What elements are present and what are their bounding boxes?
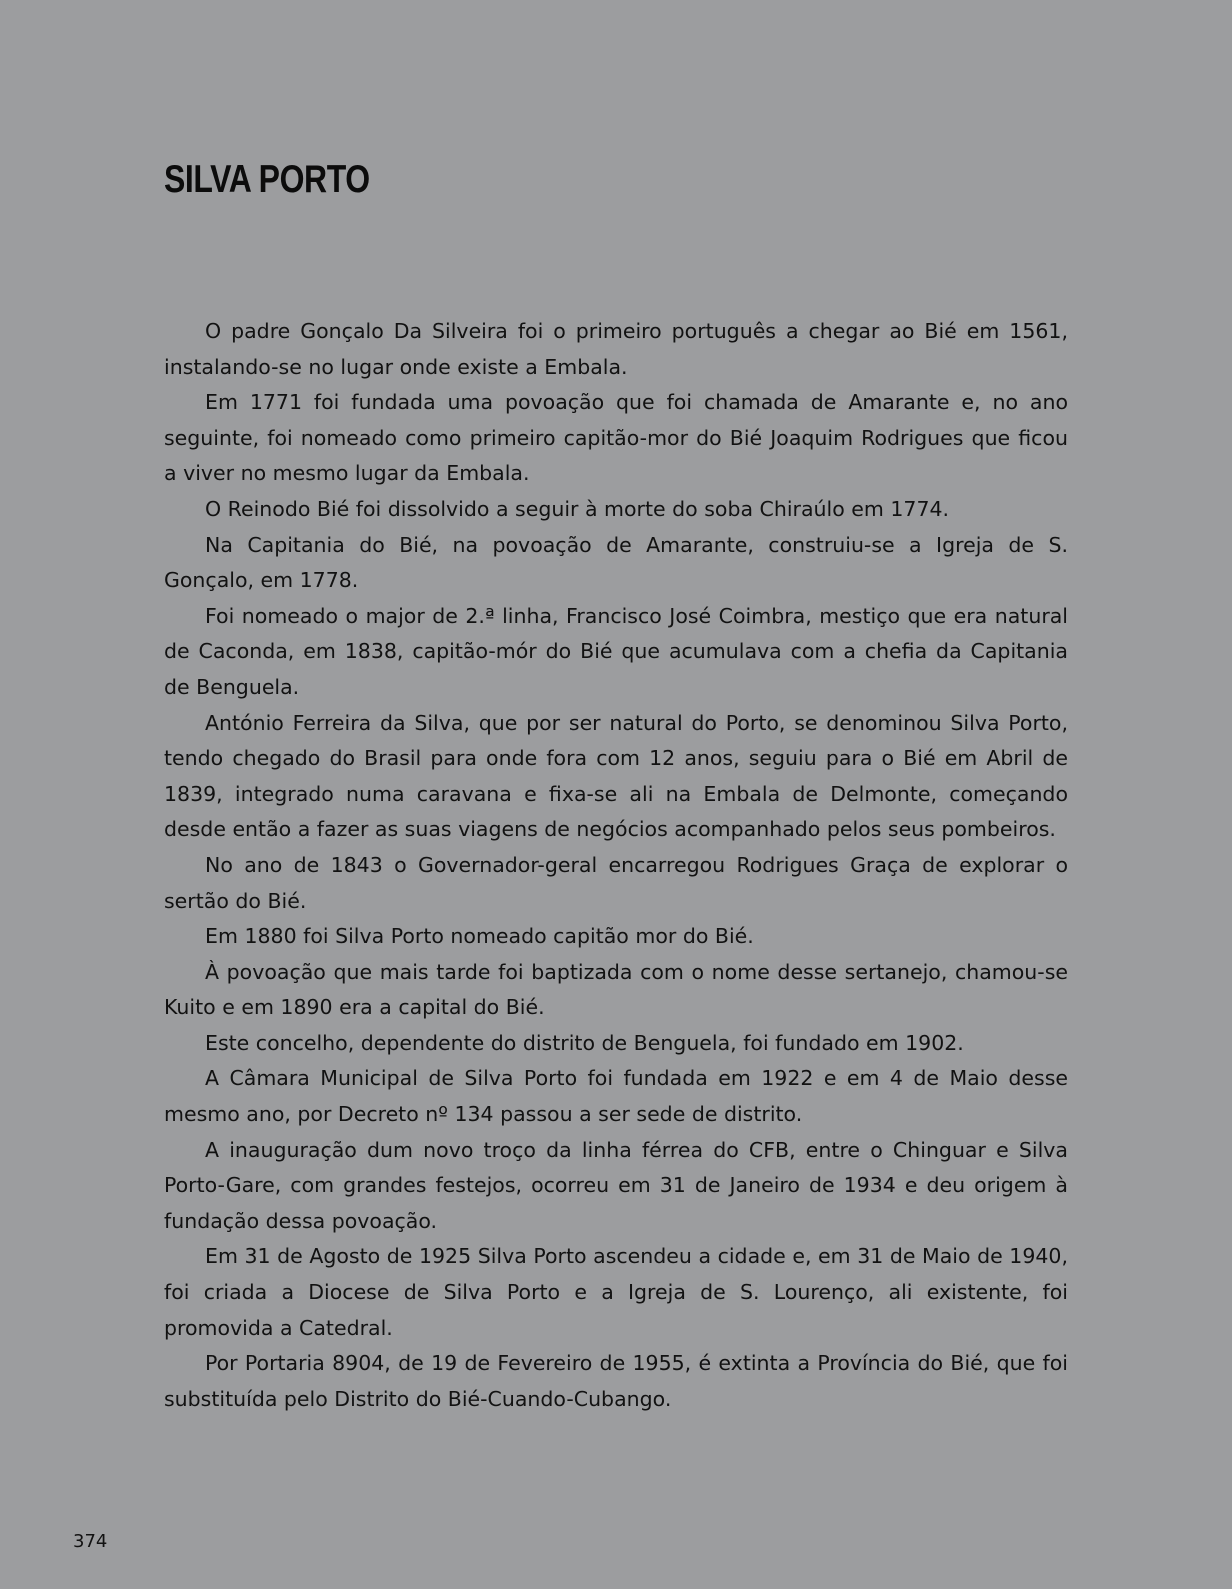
paragraph: Em 1880 foi Silva Porto nomeado capitão mor do Bié. — [205, 924, 754, 949]
paragraph: Na Capitania do Bié, na povoação de Amarante, construiu-se a Igreja de S. Gonçalo, em 1778. — [164, 532, 1068, 593]
paragraph: No ano de 1843 o Governador-geral encarregou Rodrigues Graça de explorar o sertão do Bié. — [164, 852, 1068, 913]
paragraph: Por Portaria 8904, de 19 de Fevereiro de 1955, é extinta a Província do Bié, que foi substituída pelo Distrito do Bié-Cuando-Cubango. — [164, 1351, 1068, 1411]
paragraph: A inauguração dum novo troço da linha férrea do CFB, entre o Chinguar e Silva Porto-Gare, com grandes festejos, ocorreu em 31 de Janeiro de 1934 e deu origem à fundação dessa povoação. — [164, 1137, 1068, 1233]
body-text — [164, 314, 1068, 1417]
paragraph: Em 1771 foi fundada uma povoação que foi chamada de Amarante e, no ano seguinte, foi nomeado como primeiro capitão-mor do Bié Joaquim Rodrigues que ficou a viver no mesmo lugar da Embala. — [164, 390, 1068, 486]
page-number: 374 — [73, 1531, 108, 1552]
paragraph: O padre Gonçalo Da Silveira foi o primeiro português a chegar ao Bié em 1561, instalando-se no lugar onde existe a Embala. — [164, 319, 1068, 379]
paragraph: O Reinodo Bié foi dissolvido a seguir à morte do soba Chiraúlo em 1774. — [205, 496, 950, 521]
paragraph: Este concelho, dependente do distrito de Benguela, foi fundado em 1902. — [205, 1030, 964, 1055]
paragraph: Em 31 de Agosto de 1925 Silva Porto ascendeu a cidade e, em 31 de Maio de 1940, foi criada a Diocese de Silva Porto e a Igreja de S. Lourenço, ali existente, foi promovida a Catedral. — [164, 1244, 1068, 1340]
page-title: SILVA PORTO — [164, 158, 370, 201]
paragraph: A Câmara Municipal de Silva Porto foi fundada em 1922 e em 4 de Maio desse mesmo ano, por Decreto nº 134 passou a ser sede de distrito. — [164, 1066, 1068, 1127]
paragraph: António Ferreira da Silva, que por ser natural do Porto, se denominou Silva Porto, tendo chegado do Brasil para onde fora com 12 anos, seguiu para o Bié em Abril de 1839, integrado numa caravana e fixa-se ali na Embala de Delmonte, começando desde então a fazer as suas viagens de negócios acompanhado pelos seus pombeiros. — [164, 710, 1068, 842]
paragraph: À povoação que mais tarde foi baptizada com o nome desse sertanejo, chamou-se Kuito e em 1890 era a capital do Bié. — [164, 959, 1068, 1020]
paragraph: Foi nomeado o major de 2.ª linha, Francisco José Coimbra, mestiço que era natural de Caconda, em 1838, capitão-mór do Bié que acumulava com a chefia da Capitania de Benguela. — [164, 603, 1068, 699]
